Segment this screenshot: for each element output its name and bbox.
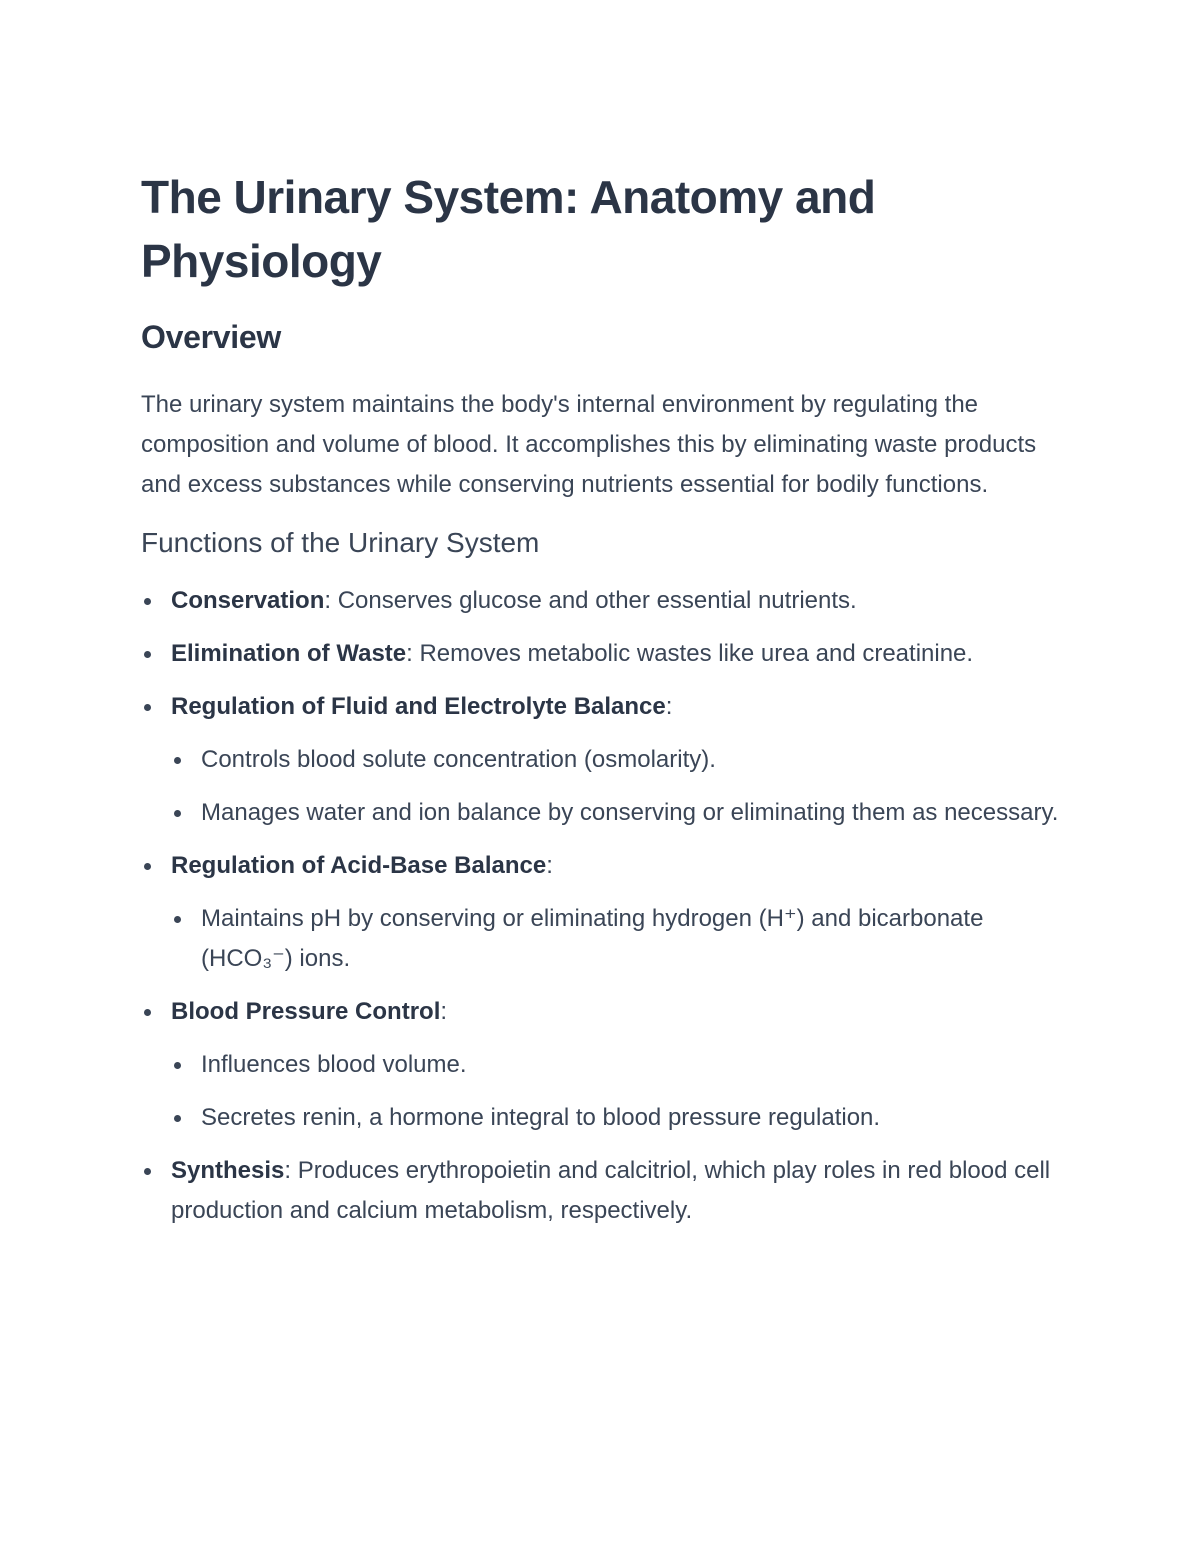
- bullet-icon: [144, 598, 151, 605]
- bullet-icon: [144, 651, 151, 658]
- functions-list: [141, 581, 1071, 1231]
- list-item-acid-base: [141, 846, 1071, 979]
- bullet-icon: [144, 1009, 151, 1016]
- overview-heading: Overview: [141, 319, 281, 355]
- overview-paragraph: The urinary system maintains the body's internal environment by regulating the composition and volume of blood. It accomplishes this by eliminating waste products and excess substances while conserving nutrients essential for bodily functions.: [141, 391, 1037, 498]
- function-description: : Produces erythropoietin and calcitriol, which play roles in red blood cell production and calcium metabolism, respectively.: [171, 1157, 1051, 1224]
- function-description: : Removes metabolic wastes like urea and creatinine.: [406, 640, 974, 667]
- bullet-icon: [174, 1115, 181, 1122]
- list-item-conservation: [141, 581, 1071, 621]
- sub-item-text: Secretes renin, a hormone integral to blood pressure regulation.: [201, 1104, 881, 1131]
- sub-list: [171, 740, 1071, 833]
- sub-list-item: [171, 740, 1071, 780]
- sub-item-text: Influences blood volume.: [201, 1051, 467, 1078]
- function-description: :: [665, 693, 673, 720]
- function-description: : Conserves glucose and other essential nutrients.: [324, 587, 857, 614]
- document-page: [141, 165, 1071, 1244]
- function-term: Regulation of Fluid and Electrolyte Balance: [171, 693, 666, 720]
- function-term: Regulation of Acid-Base Balance: [171, 852, 547, 879]
- bullet-icon: [174, 757, 181, 764]
- bullet-icon: [174, 810, 181, 817]
- list-item-synthesis: [141, 1151, 1071, 1231]
- sub-list-item: [171, 793, 1071, 833]
- functions-heading: Functions of the Urinary System: [141, 527, 540, 558]
- bullet-icon: [144, 704, 151, 711]
- list-item-elimination: [141, 634, 1071, 674]
- bullet-icon: [174, 1062, 181, 1069]
- sub-list-item: [171, 1045, 1071, 1085]
- page-title: The Urinary System: Anatomy and Physiology: [141, 171, 876, 287]
- sub-list-item: [171, 1098, 1071, 1138]
- sub-list-item: [171, 899, 1071, 979]
- bullet-icon: [174, 916, 181, 923]
- list-item-fluid-electrolyte: [141, 687, 1071, 833]
- sub-item-text: Manages water and ion balance by conserving or eliminating them as necessary.: [201, 799, 1059, 826]
- bullet-icon: [144, 1168, 151, 1175]
- sub-list: [171, 1045, 1071, 1138]
- sub-list: [171, 899, 1071, 979]
- sub-item-text: Maintains pH by conserving or eliminating hydrogen (H⁺) and bicarbonate (HCO₃⁻) ions.: [201, 905, 984, 972]
- function-description: :: [440, 998, 448, 1025]
- function-term: Blood Pressure Control: [171, 998, 441, 1025]
- sub-item-text: Controls blood solute concentration (osmolarity).: [201, 746, 716, 773]
- function-term: Elimination of Waste: [171, 640, 407, 667]
- function-description: :: [546, 852, 553, 879]
- list-item-blood-pressure: [141, 992, 1071, 1138]
- function-term: Synthesis: [171, 1157, 285, 1184]
- bullet-icon: [144, 863, 151, 870]
- function-term: Conservation: [171, 587, 325, 614]
